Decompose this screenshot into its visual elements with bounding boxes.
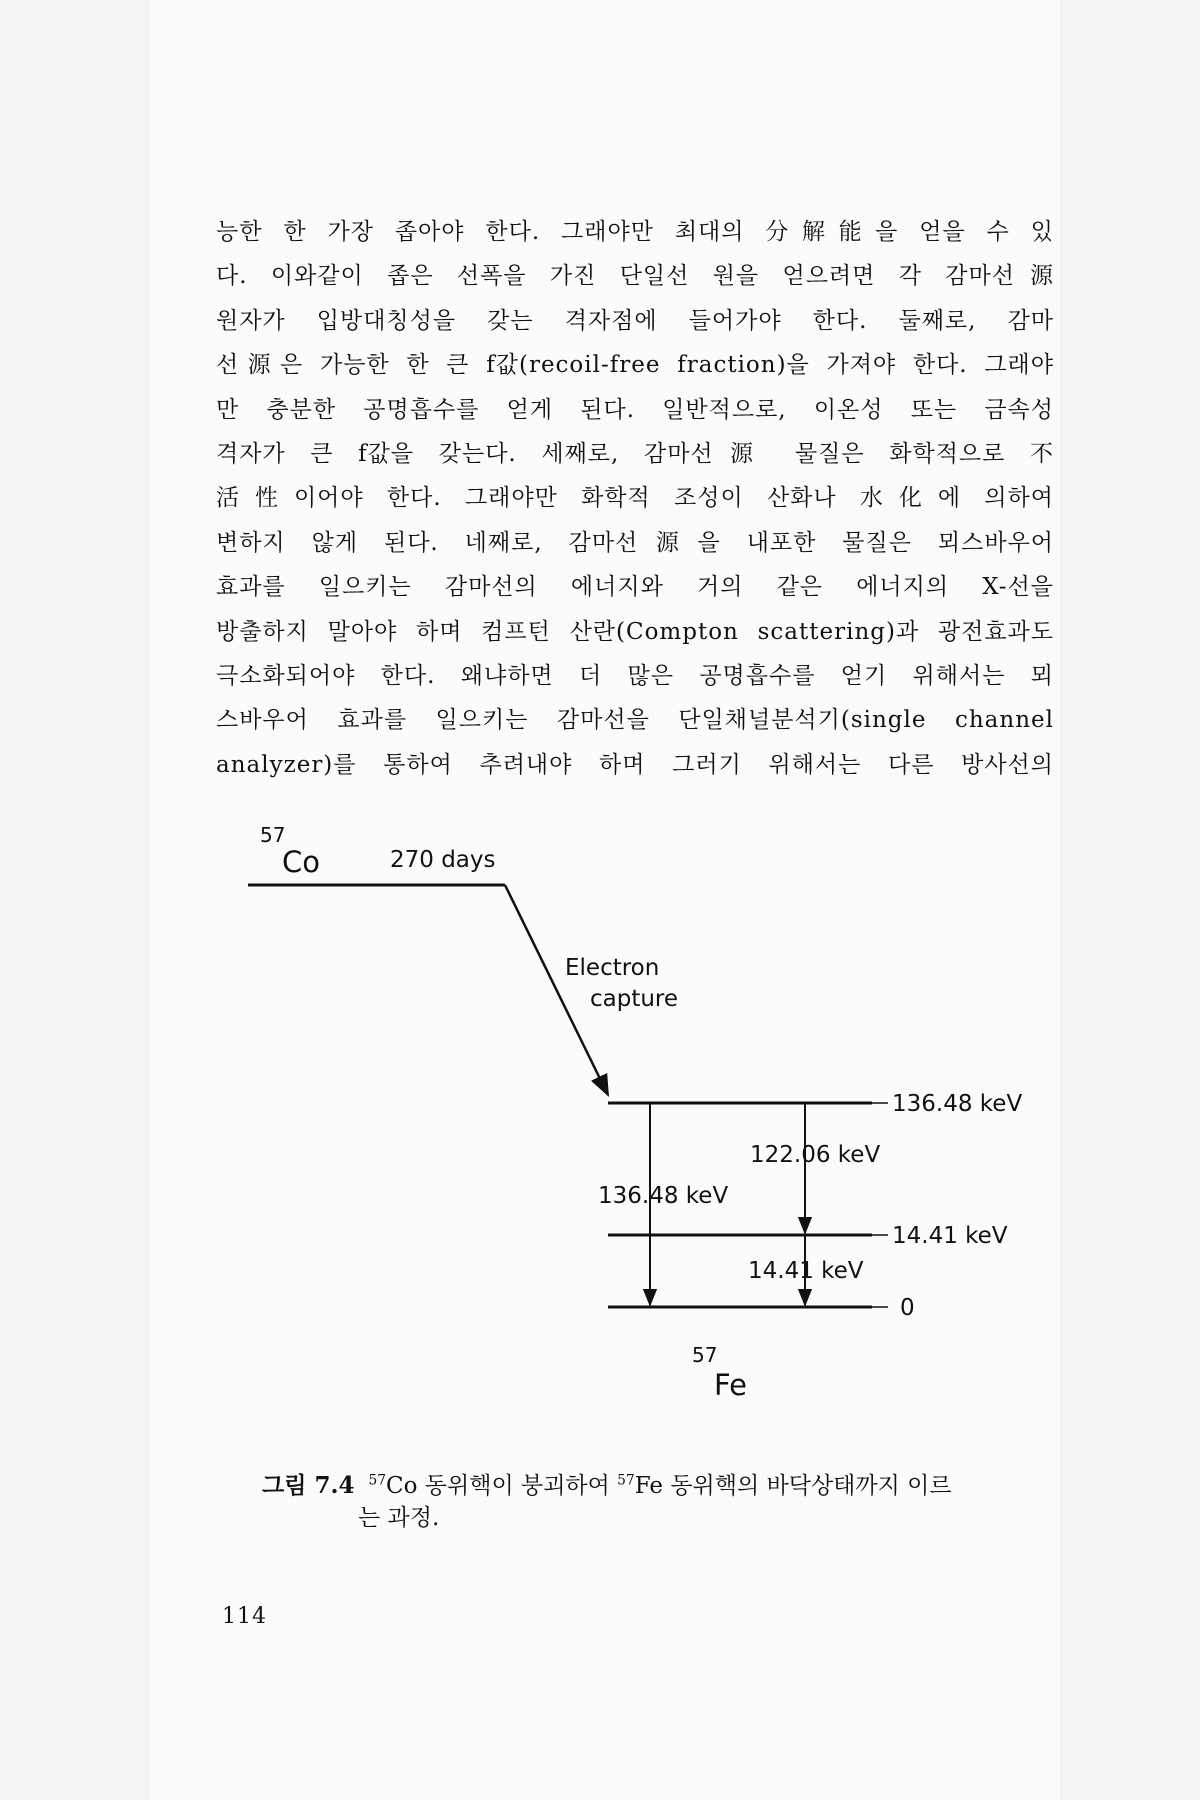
level-14-label: 14.41 keV [892,1223,1008,1249]
transition-upper-label: 122.06 keV [750,1142,881,1168]
half-life-label: 270 days [390,847,496,873]
text-line: 선源은 가능한 한 큰 f값(recoil-free fraction)을 가져야 한다. 그래야 [216,352,1054,379]
parent-symbol: Co [282,845,320,879]
text-line: 변하지 않게 된다. 네째로, 감마선源을 내포한 물질은 뫼스바우어 [216,529,1054,556]
figure-label: 그림 7.4 [262,1472,355,1499]
text-line: 원자가 입방대칭성을 갖는 격자점에 들어가야 한다. 둘째로, 감마 [216,307,1054,334]
text-line: 방출하지 말아야 하며 컴프턴 산란(Compton scattering)과 광전효과도 [216,618,1054,645]
daughter-symbol: Fe [714,1368,747,1402]
text-line: 능한 한 가장 좁아야 한다. 그래야만 최대의 分解能을 얻을 수 있 [216,219,1054,245]
text-line: 活性이어야 한다. 그래야만 화학적 조성이 산화나 水化에 의하여 [216,485,1054,512]
decay-mode-label: Electron [565,955,660,981]
text-line: analyzer)를 통하여 추려내야 하며 그러기 위해서는 다른 방사선의 [216,751,1054,778]
page-number: 114 [222,1604,267,1629]
caption-text: Fe 동위핵의 바닥상태까지 이르 [634,1473,952,1499]
ground-level-label: 0 [900,1295,915,1321]
daughter-mass-number: 57 [692,1343,718,1367]
level-136-label: 136.48 keV [892,1091,1023,1117]
text-line: 만 충분한 공명흡수를 얻게 된다. 일반적으로, 이온성 또는 금속성 [216,396,1054,423]
transition-lower-label: 14.41 keV [748,1258,864,1284]
decay-mode-label: capture [590,986,679,1012]
text-line: 스바우어 효과를 일으키는 감마선을 단일채널분석기(single channel [216,707,1054,734]
parent-mass-number: 57 [260,823,286,847]
caption-daughter-mass: 57 [617,1472,635,1489]
text-line: 극소화되어야 한다. 왜냐하면 더 많은 공명흡수를 얻기 위해서는 뫼 [216,662,1054,689]
decay-scheme-diagram [240,820,1060,1440]
transition-direct-label: 136.48 keV [598,1183,729,1209]
body-paragraph [216,210,1054,787]
caption-text: 는 과정. [358,1505,440,1531]
caption-parent-mass: 57 [368,1472,387,1489]
text-line: 효과를 일으키는 감마선의 에너지와 거의 같은 에너지의 X-선을 [216,574,1054,601]
caption-text: Co 동위핵이 붕괴하여 [386,1473,618,1499]
text-line: 다. 이와같이 좁은 선폭을 가진 단일선 원을 얻으려면 각 감마선源 [216,263,1054,290]
text-line: 격자가 큰 f값을 갖는다. 세째로, 감마선源 물질은 화학적으로 不 [216,440,1054,467]
figure-caption [262,1470,1042,1534]
